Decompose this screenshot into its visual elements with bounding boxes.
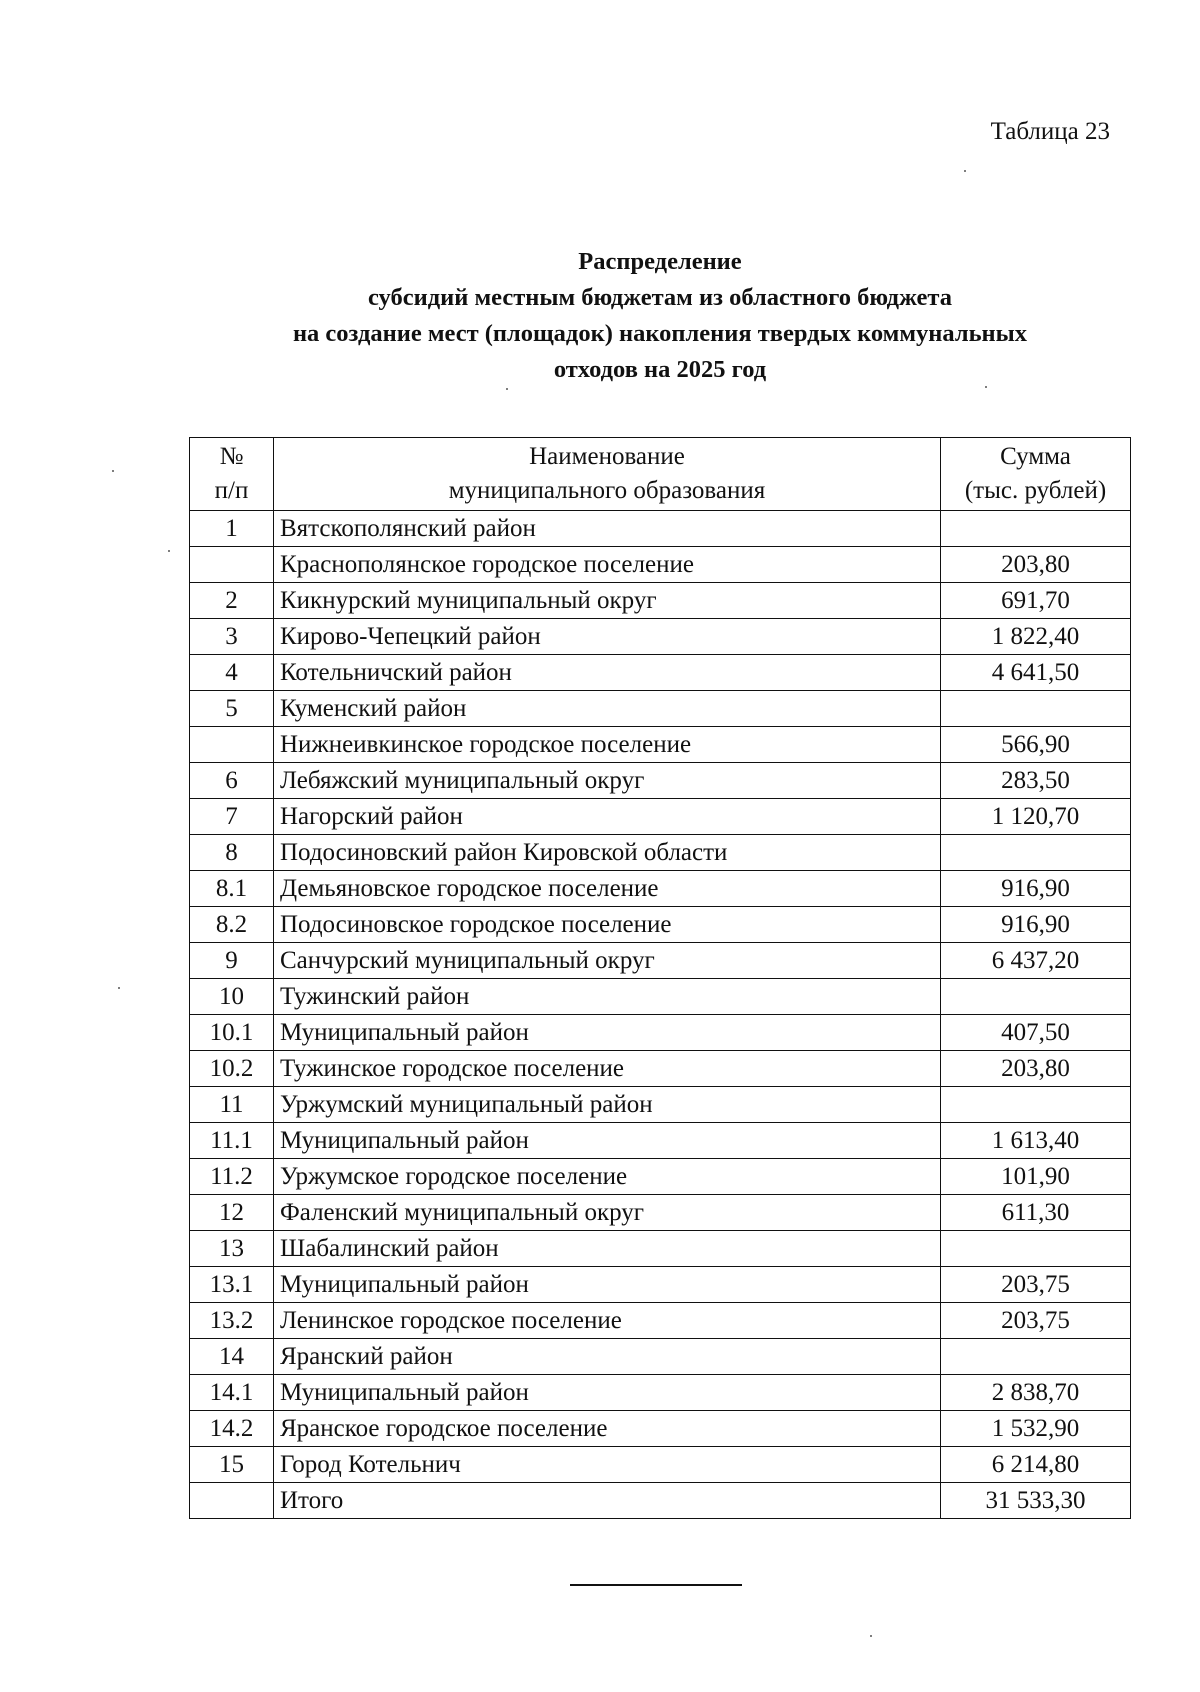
row-number-cell: 14 — [190, 1339, 274, 1375]
row-number-cell — [190, 547, 274, 583]
scan-speck — [870, 1635, 872, 1637]
table-row — [190, 1015, 1131, 1051]
table-row — [190, 511, 1131, 547]
header-name-line: муниципального образования — [448, 477, 766, 504]
header-number-line: п/п — [214, 477, 249, 504]
header-sum-line: Сумма — [1000, 443, 1071, 470]
row-sum-cell: 6 214,80 — [941, 1447, 1131, 1483]
row-name-cell: Котельничский район — [274, 655, 941, 691]
table-row — [190, 799, 1131, 835]
row-name-cell: Фаленский муниципальный округ — [274, 1195, 941, 1231]
scan-speck — [964, 170, 966, 172]
table-row — [190, 1231, 1131, 1267]
row-number-cell: 4 — [190, 655, 274, 691]
table-row — [190, 1447, 1131, 1483]
table-row — [190, 583, 1131, 619]
table-row — [190, 1195, 1131, 1231]
row-sum-cell — [941, 1339, 1131, 1375]
row-sum-cell: 611,30 — [941, 1195, 1131, 1231]
row-name-cell: Тужинский район — [274, 979, 941, 1015]
row-number-cell: 9 — [190, 943, 274, 979]
row-number-cell: 11.1 — [190, 1123, 274, 1159]
table-row — [190, 1339, 1131, 1375]
closing-rule — [570, 1584, 742, 1586]
header-number-line: № — [219, 443, 244, 470]
table-row — [190, 1087, 1131, 1123]
row-name-cell: Яранский район — [274, 1339, 941, 1375]
table-row — [190, 547, 1131, 583]
row-number-cell: 5 — [190, 691, 274, 727]
table-row — [190, 871, 1131, 907]
row-name-cell: Куменский район — [274, 691, 941, 727]
row-name-cell: Лебяжский муниципальный округ — [274, 763, 941, 799]
table-row — [190, 763, 1131, 799]
row-number-cell: 13 — [190, 1231, 274, 1267]
row-number-cell: 6 — [190, 763, 274, 799]
row-sum-cell: 691,70 — [941, 583, 1131, 619]
row-number-cell — [190, 1483, 274, 1519]
row-sum-cell: 1 120,70 — [941, 799, 1131, 835]
scan-speck — [506, 388, 508, 390]
row-name-cell: Тужинское городское поселение — [274, 1051, 941, 1087]
row-sum-cell: 203,75 — [941, 1303, 1131, 1339]
table-row — [190, 1303, 1131, 1339]
row-number-cell — [190, 727, 274, 763]
row-sum-cell — [941, 835, 1131, 871]
document-title — [160, 244, 1160, 388]
row-sum-cell — [941, 1087, 1131, 1123]
row-number-cell: 10.2 — [190, 1051, 274, 1087]
row-number-cell: 14.2 — [190, 1411, 274, 1447]
table-body — [190, 511, 1131, 1519]
row-sum-cell: 101,90 — [941, 1159, 1131, 1195]
row-name-cell: Ленинское городское поселение — [274, 1303, 941, 1339]
row-name-cell: Кикнурский муниципальный округ — [274, 583, 941, 619]
row-name-cell: Подосиновское городское поселение — [274, 907, 941, 943]
row-name-cell: Яранское городское поселение — [274, 1411, 941, 1447]
row-number-cell: 10.1 — [190, 1015, 274, 1051]
header-name-line: Наименование — [529, 443, 685, 470]
row-number-cell: 13.2 — [190, 1303, 274, 1339]
row-number-cell: 12 — [190, 1195, 274, 1231]
table-row — [190, 907, 1131, 943]
row-number-cell: 11.2 — [190, 1159, 274, 1195]
row-number-cell: 10 — [190, 979, 274, 1015]
row-sum-cell: 6 437,20 — [941, 943, 1131, 979]
row-number-cell: 14.1 — [190, 1375, 274, 1411]
row-number-cell: 7 — [190, 799, 274, 835]
row-number-cell: 2 — [190, 583, 274, 619]
row-sum-cell: 916,90 — [941, 907, 1131, 943]
table-row — [190, 619, 1131, 655]
table-row — [190, 1483, 1131, 1519]
row-name-cell: Кирово-Чепецкий район — [274, 619, 941, 655]
row-sum-cell — [941, 1231, 1131, 1267]
row-sum-cell: 283,50 — [941, 763, 1131, 799]
row-name-cell: Итого — [274, 1483, 941, 1519]
row-sum-cell: 203,75 — [941, 1267, 1131, 1303]
row-name-cell: Уржумское городское поселение — [274, 1159, 941, 1195]
row-sum-cell: 407,50 — [941, 1015, 1131, 1051]
row-sum-cell: 31 533,30 — [941, 1483, 1131, 1519]
title-line: Распределение — [578, 248, 742, 275]
row-name-cell: Нижнеивкинское городское поселение — [274, 727, 941, 763]
row-number-cell: 11 — [190, 1087, 274, 1123]
subsidy-distribution-table — [189, 437, 1131, 1519]
header-number — [190, 438, 274, 511]
row-sum-cell — [941, 691, 1131, 727]
row-name-cell: Нагорский район — [274, 799, 941, 835]
table-number-label: Таблица 23 — [990, 118, 1110, 145]
table-row — [190, 1123, 1131, 1159]
row-sum-cell: 1 822,40 — [941, 619, 1131, 655]
row-sum-cell: 566,90 — [941, 727, 1131, 763]
row-name-cell: Вятскополянский район — [274, 511, 941, 547]
scan-speck — [168, 550, 170, 552]
table-row — [190, 1411, 1131, 1447]
table-header-row — [190, 438, 1131, 511]
table-row — [190, 1375, 1131, 1411]
table-row — [190, 943, 1131, 979]
row-sum-cell: 203,80 — [941, 547, 1131, 583]
scan-speck — [112, 470, 114, 472]
row-name-cell: Демьяновское городское поселение — [274, 871, 941, 907]
row-number-cell: 8 — [190, 835, 274, 871]
row-number-cell: 15 — [190, 1447, 274, 1483]
row-sum-cell: 916,90 — [941, 871, 1131, 907]
title-line: на создание мест (площадок) накопления твердых коммунальных — [292, 320, 1028, 347]
scan-speck — [118, 987, 120, 989]
row-number-cell: 8.2 — [190, 907, 274, 943]
table-row — [190, 1051, 1131, 1087]
row-number-cell: 13.1 — [190, 1267, 274, 1303]
title-line: отходов на 2025 год — [553, 356, 767, 383]
table-row — [190, 979, 1131, 1015]
row-name-cell: Город Котельнич — [274, 1447, 941, 1483]
header-sum-line: (тыс. рублей) — [964, 477, 1107, 504]
row-sum-cell: 1 532,90 — [941, 1411, 1131, 1447]
row-sum-cell — [941, 979, 1131, 1015]
table-row — [190, 655, 1131, 691]
row-number-cell: 8.1 — [190, 871, 274, 907]
table-row — [190, 1267, 1131, 1303]
title-line: субсидий местным бюджетам из областного бюджета — [368, 284, 952, 311]
header-name — [274, 438, 941, 511]
row-name-cell: Шабалинский район — [274, 1231, 941, 1267]
row-sum-cell: 203,80 — [941, 1051, 1131, 1087]
row-name-cell: Уржумский муниципальный район — [274, 1087, 941, 1123]
row-name-cell: Подосиновский район Кировской области — [274, 835, 941, 871]
row-number-cell: 1 — [190, 511, 274, 547]
table-row — [190, 727, 1131, 763]
table-row — [190, 835, 1131, 871]
row-name-cell: Муниципальный район — [274, 1015, 941, 1051]
table-row — [190, 691, 1131, 727]
row-sum-cell: 1 613,40 — [941, 1123, 1131, 1159]
row-sum-cell — [941, 511, 1131, 547]
row-number-cell: 3 — [190, 619, 274, 655]
row-name-cell: Муниципальный район — [274, 1267, 941, 1303]
table-row — [190, 1159, 1131, 1195]
row-name-cell: Муниципальный район — [274, 1123, 941, 1159]
row-name-cell: Санчурский муниципальный округ — [274, 943, 941, 979]
row-name-cell: Муниципальный район — [274, 1375, 941, 1411]
row-name-cell: Краснополянское городское поселение — [274, 547, 941, 583]
row-sum-cell: 2 838,70 — [941, 1375, 1131, 1411]
header-sum — [941, 438, 1131, 511]
row-sum-cell: 4 641,50 — [941, 655, 1131, 691]
scan-speck — [985, 386, 987, 388]
